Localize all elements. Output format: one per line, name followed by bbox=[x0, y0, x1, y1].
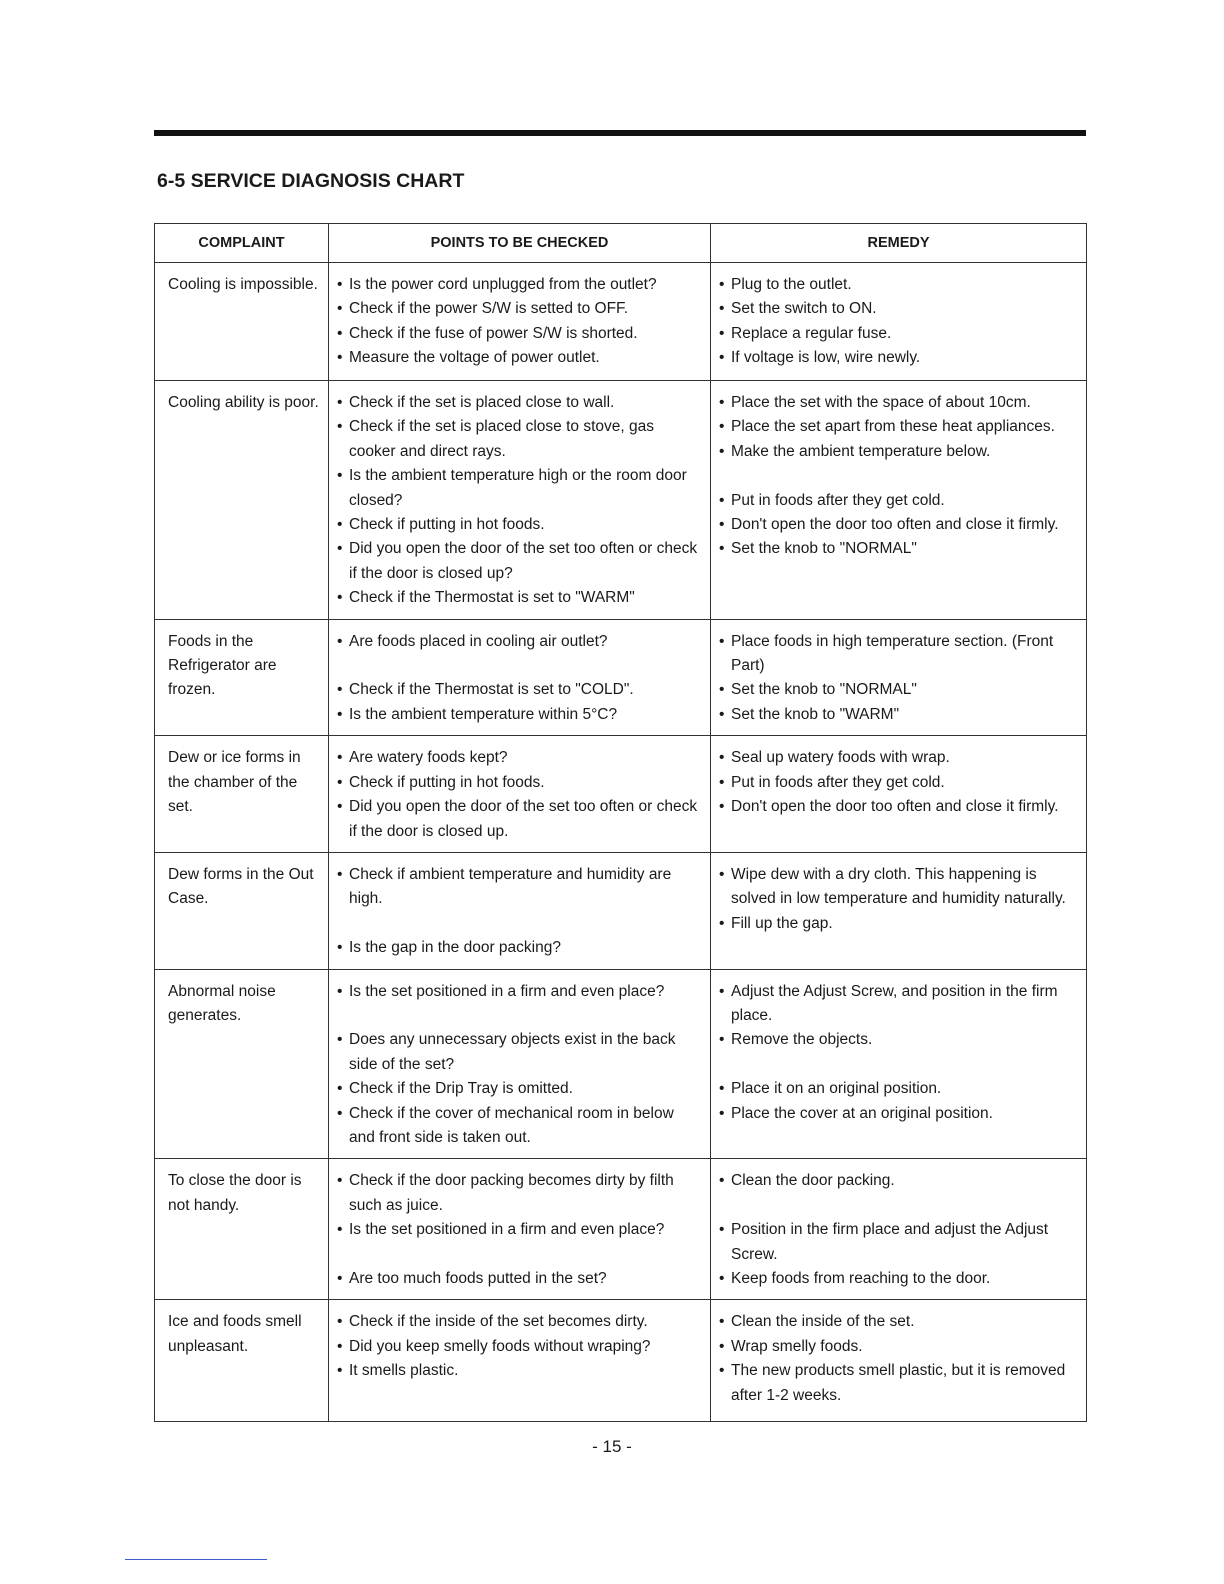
remedy-item bbox=[719, 1102, 1078, 1126]
check-cell bbox=[329, 1300, 711, 1422]
remedy-item-text: Don't open the door too often and close it firmly. bbox=[731, 798, 1059, 816]
bullet-icon: • bbox=[719, 1080, 725, 1098]
bullet-icon: • bbox=[719, 798, 725, 816]
check-item-text: Check if the power S/W is setted to OFF. bbox=[349, 300, 629, 318]
bullet-icon: • bbox=[719, 632, 725, 650]
check-cell bbox=[329, 969, 711, 1159]
check-item-text: Did you open the door of the set too often or check if the door is closed up. bbox=[349, 798, 698, 840]
remedy-item bbox=[719, 537, 1078, 561]
check-cell bbox=[329, 381, 711, 620]
remedy-item-text: Clean the door packing. bbox=[731, 1172, 895, 1190]
bullet-icon: • bbox=[719, 276, 725, 293]
remedy-item bbox=[719, 746, 1078, 770]
bullet-icon: • bbox=[719, 540, 725, 558]
remedy-item bbox=[719, 415, 1078, 439]
check-item-text: Are watery foods kept? bbox=[349, 749, 508, 767]
bullet-icon: • bbox=[337, 749, 343, 767]
complaint-cell bbox=[155, 1300, 329, 1422]
complaint-cell bbox=[155, 1159, 329, 1300]
remedy-item bbox=[719, 1359, 1078, 1408]
bullet-icon: • bbox=[719, 1221, 725, 1239]
bullet-icon: • bbox=[337, 982, 343, 1000]
bullet-icon: • bbox=[337, 865, 343, 883]
table-row bbox=[155, 619, 1087, 736]
header-complaint: COMPLAINT bbox=[155, 224, 329, 263]
check-item bbox=[337, 1310, 702, 1334]
remedy-item-text: Remove the objects. bbox=[731, 1031, 873, 1049]
bullet-icon: • bbox=[337, 798, 343, 816]
check-item bbox=[337, 513, 702, 537]
check-item-text: Is the ambient temperature within 5°C? bbox=[349, 705, 618, 723]
complaint-text: To close the door is not handy. bbox=[168, 1172, 302, 1214]
table-row bbox=[155, 263, 1087, 381]
section-title: 6-5 SERVICE DIAGNOSIS CHART bbox=[157, 170, 465, 192]
bullet-icon: • bbox=[337, 1221, 343, 1239]
remedy-item bbox=[719, 489, 1078, 513]
remedy-item-text: Set the switch to ON. bbox=[731, 300, 877, 318]
blank-line bbox=[337, 654, 702, 678]
blank-line bbox=[719, 1194, 1078, 1218]
remedy-item-text: Keep foods from reaching to the door. bbox=[731, 1269, 991, 1287]
remedy-cell bbox=[711, 852, 1087, 969]
bullet-icon: • bbox=[337, 1031, 343, 1049]
check-cell bbox=[329, 1159, 711, 1300]
remedy-item bbox=[719, 1169, 1078, 1193]
bullet-icon: • bbox=[337, 705, 343, 723]
check-item bbox=[337, 1359, 702, 1383]
check-item-text: Did you open the door of the set too often or check if the door is closed up? bbox=[349, 540, 698, 582]
bullet-icon: • bbox=[719, 491, 725, 509]
remedy-item bbox=[719, 912, 1078, 936]
blank-line bbox=[337, 912, 702, 936]
check-item bbox=[337, 678, 702, 702]
remedy-item-text: Place foods in high temperature section. (Front Part) bbox=[731, 632, 1054, 675]
check-item bbox=[337, 1077, 702, 1101]
remedy-cell bbox=[711, 736, 1087, 853]
remedy-item bbox=[719, 1267, 1078, 1291]
check-item bbox=[337, 771, 702, 795]
check-item-text: Is the ambient temperature high or the room door closed? bbox=[349, 467, 687, 509]
remedy-item bbox=[719, 1310, 1078, 1334]
check-item-text: Check if the Thermostat is set to "COLD". bbox=[349, 681, 634, 699]
check-item-text: Check if ambient temperature and humidity are high. bbox=[349, 865, 672, 908]
bullet-icon: • bbox=[337, 394, 343, 411]
check-item-text: Does any unnecessary objects exist in the back side of the set? bbox=[349, 1031, 676, 1073]
header-row bbox=[155, 224, 1087, 263]
bullet-icon: • bbox=[719, 394, 725, 411]
remedy-item-text: Plug to the outlet. bbox=[731, 276, 852, 293]
remedy-item bbox=[719, 1218, 1078, 1267]
check-item-text: Check if the door packing becomes dirty by filth such as juice. bbox=[349, 1172, 674, 1214]
check-item bbox=[337, 464, 702, 513]
check-item bbox=[337, 1218, 702, 1242]
complaint-text: Ice and foods smell unpleasant. bbox=[168, 1313, 302, 1355]
bullet-icon: • bbox=[719, 681, 725, 699]
remedy-item-text: Adjust the Adjust Screw, and position in the firm place. bbox=[731, 982, 1058, 1024]
check-item-text: Is the gap in the door packing? bbox=[349, 939, 561, 957]
bullet-icon: • bbox=[719, 516, 725, 534]
bullet-icon: • bbox=[719, 1313, 725, 1331]
complaint-cell bbox=[155, 969, 329, 1159]
bullet-icon: • bbox=[337, 1172, 343, 1190]
check-cell bbox=[329, 736, 711, 853]
bullet-icon: • bbox=[337, 773, 343, 791]
bullet-icon: • bbox=[719, 442, 725, 460]
remedy-item-text: Position in the firm place and adjust the Adjust Screw. bbox=[731, 1221, 1049, 1263]
check-item-text: Check if the cover of mechanical room in below and front side is taken out. bbox=[349, 1104, 674, 1146]
remedy-item bbox=[719, 703, 1078, 727]
check-item bbox=[337, 936, 702, 960]
bullet-icon: • bbox=[719, 1269, 725, 1287]
bullet-icon: • bbox=[719, 773, 725, 791]
check-item-text: Is the set positioned in a firm and even place? bbox=[349, 1221, 665, 1239]
remedy-item bbox=[719, 980, 1078, 1029]
remedy-item bbox=[719, 1028, 1078, 1052]
check-item bbox=[337, 795, 702, 844]
check-item-text: Are too much foods putted in the set? bbox=[349, 1269, 607, 1287]
complaint-cell bbox=[155, 381, 329, 620]
bullet-icon: • bbox=[337, 1313, 343, 1331]
check-item bbox=[337, 391, 702, 415]
complaint-text: Foods in the Refrigerator are frozen. bbox=[168, 632, 277, 699]
remedy-cell bbox=[711, 263, 1087, 381]
check-item bbox=[337, 586, 702, 610]
check-item bbox=[337, 346, 702, 370]
check-item bbox=[337, 1102, 702, 1151]
blank-line bbox=[337, 1243, 702, 1267]
bullet-icon: • bbox=[337, 681, 343, 699]
table-row bbox=[155, 736, 1087, 853]
check-item-text: Is the power cord unplugged from the outlet? bbox=[349, 276, 657, 293]
check-item-text: Check if the Drip Tray is omitted. bbox=[349, 1080, 573, 1098]
complaint-text: Dew or ice forms in the chamber of the set. bbox=[168, 749, 301, 816]
table-row bbox=[155, 1159, 1087, 1300]
remedy-item bbox=[719, 630, 1078, 679]
check-item-text: Check if putting in hot foods. bbox=[349, 773, 545, 791]
bullet-icon: • bbox=[719, 1104, 725, 1122]
complaint-cell bbox=[155, 619, 329, 736]
bullet-icon: • bbox=[337, 1080, 343, 1098]
service-diagnosis-table bbox=[154, 223, 1087, 1422]
bullet-icon: • bbox=[719, 749, 725, 767]
remedy-item-text: Make the ambient temperature below. bbox=[731, 442, 991, 460]
check-item-text: Check if the fuse of power S/W is shorted. bbox=[349, 324, 638, 342]
page-number: - 15 - bbox=[592, 1437, 632, 1456]
check-item bbox=[337, 1335, 702, 1359]
check-item-text: Check if the inside of the set becomes dirty. bbox=[349, 1313, 648, 1331]
bullet-icon: • bbox=[337, 939, 343, 957]
bullet-icon: • bbox=[337, 349, 343, 367]
top-rule bbox=[154, 130, 1086, 136]
blank-line bbox=[719, 464, 1078, 488]
check-item-text: Check if the set is placed close to wall. bbox=[349, 394, 615, 411]
check-item bbox=[337, 1267, 702, 1291]
remedy-cell bbox=[711, 1300, 1087, 1422]
remedy-cell bbox=[711, 969, 1087, 1159]
check-cell bbox=[329, 263, 711, 381]
remedy-item bbox=[719, 346, 1078, 370]
remedy-item-text: Set the knob to "NORMAL" bbox=[731, 540, 917, 558]
check-item-text: Is the set positioned in a firm and even place? bbox=[349, 982, 665, 1000]
bullet-icon: • bbox=[719, 705, 725, 723]
remedy-item-text: Place the set apart from these heat appliances. bbox=[731, 418, 1055, 436]
bullet-icon: • bbox=[719, 914, 725, 932]
remedy-cell bbox=[711, 619, 1087, 736]
remedy-item-text: Wrap smelly foods. bbox=[731, 1337, 863, 1355]
bullet-icon: • bbox=[337, 300, 343, 318]
complaint-text: Dew forms in the Out Case. bbox=[168, 865, 314, 908]
remedy-item bbox=[719, 1077, 1078, 1101]
complaint-cell bbox=[155, 736, 329, 853]
remedy-item-text: Clean the inside of the set. bbox=[731, 1313, 915, 1331]
table-row bbox=[155, 852, 1087, 969]
remedy-item bbox=[719, 440, 1078, 464]
remedy-item bbox=[719, 513, 1078, 537]
complaint-cell bbox=[155, 263, 329, 381]
remedy-item bbox=[719, 297, 1078, 321]
blank-line bbox=[719, 1053, 1078, 1077]
remedy-item-text: Don't open the door too often and close it firmly. bbox=[731, 516, 1059, 534]
check-item-text: Check if the set is placed close to stove, gas cooker and direct rays. bbox=[349, 418, 654, 460]
bullet-icon: • bbox=[719, 1031, 725, 1049]
check-cell bbox=[329, 852, 711, 969]
table-row bbox=[155, 381, 1087, 620]
bullet-icon: • bbox=[719, 865, 725, 883]
bullet-icon: • bbox=[337, 589, 343, 607]
remedy-item bbox=[719, 863, 1078, 912]
remedy-item-text: Put in foods after they get cold. bbox=[731, 773, 945, 791]
bullet-icon: • bbox=[719, 982, 725, 1000]
bullet-icon: • bbox=[337, 516, 343, 534]
check-item bbox=[337, 537, 702, 586]
check-item-text: It smells plastic. bbox=[349, 1362, 459, 1380]
bullet-icon: • bbox=[337, 1269, 343, 1287]
remedy-item bbox=[719, 391, 1078, 415]
check-item bbox=[337, 630, 702, 654]
check-item bbox=[337, 415, 702, 464]
remedy-item-text: Replace a regular fuse. bbox=[731, 324, 892, 342]
remedy-item-text: Put in foods after they get cold. bbox=[731, 491, 945, 509]
check-cell bbox=[329, 619, 711, 736]
check-item bbox=[337, 1169, 702, 1218]
remedy-item bbox=[719, 771, 1078, 795]
check-item bbox=[337, 273, 702, 297]
bullet-icon: • bbox=[719, 324, 725, 342]
bullet-icon: • bbox=[719, 1362, 725, 1380]
remedy-item bbox=[719, 1335, 1078, 1359]
check-item-text: Measure the voltage of power outlet. bbox=[349, 349, 600, 367]
header-points-to-be-checked: POINTS TO BE CHECKED bbox=[329, 224, 711, 263]
remedy-cell bbox=[711, 1159, 1087, 1300]
blank-line bbox=[337, 1004, 702, 1028]
remedy-item-text: Place the cover at an original position. bbox=[731, 1104, 993, 1122]
remedy-item-text: Place it on an original position. bbox=[731, 1080, 942, 1098]
remedy-item-text: Seal up watery foods with wrap. bbox=[731, 749, 950, 767]
check-item-text: Are foods placed in cooling air outlet? bbox=[349, 632, 608, 650]
bullet-icon: • bbox=[337, 276, 343, 293]
check-item bbox=[337, 1028, 702, 1077]
check-item bbox=[337, 322, 702, 346]
bullet-icon: • bbox=[719, 418, 725, 436]
table-row bbox=[155, 969, 1087, 1159]
remedy-item bbox=[719, 322, 1078, 346]
check-item-text: Check if putting in hot foods. bbox=[349, 516, 545, 534]
bullet-icon: • bbox=[719, 349, 725, 367]
remedy-item bbox=[719, 678, 1078, 702]
bullet-icon: • bbox=[337, 540, 343, 558]
bullet-icon: • bbox=[337, 467, 343, 485]
remedy-item-text: The new products smell plastic, but it is removed after 1-2 weeks. bbox=[731, 1362, 1066, 1404]
check-item bbox=[337, 863, 702, 912]
bullet-icon: • bbox=[719, 300, 725, 318]
complaint-text: Cooling ability is poor. bbox=[168, 394, 319, 411]
bullet-icon: • bbox=[719, 1337, 725, 1355]
remedy-item-text: Fill up the gap. bbox=[731, 914, 833, 932]
remedy-cell bbox=[711, 381, 1087, 620]
bottom-link-underline bbox=[125, 1559, 267, 1560]
bullet-icon: • bbox=[719, 1172, 725, 1190]
check-item bbox=[337, 703, 702, 727]
bullet-icon: • bbox=[337, 1104, 343, 1122]
bullet-icon: • bbox=[337, 418, 343, 436]
header-remedy: REMEDY bbox=[711, 224, 1087, 263]
bullet-icon: • bbox=[337, 1362, 343, 1380]
remedy-item bbox=[719, 273, 1078, 297]
bullet-icon: • bbox=[337, 324, 343, 342]
complaint-text: Abnormal noise generates. bbox=[168, 982, 276, 1024]
check-item bbox=[337, 746, 702, 770]
remedy-item-text: Place the set with the space of about 10cm. bbox=[731, 394, 1031, 411]
table-row bbox=[155, 1300, 1087, 1422]
table-body bbox=[155, 263, 1087, 1422]
check-item bbox=[337, 297, 702, 321]
complaint-text: Cooling is impossible. bbox=[168, 276, 318, 293]
bullet-icon: • bbox=[337, 1337, 343, 1355]
bullet-icon: • bbox=[337, 632, 343, 650]
check-item-text: Did you keep smelly foods without wraping? bbox=[349, 1337, 651, 1355]
check-item bbox=[337, 980, 702, 1004]
remedy-item-text: Set the knob to "NORMAL" bbox=[731, 681, 917, 699]
remedy-item bbox=[719, 795, 1078, 819]
check-item-text: Check if the Thermostat is set to "WARM" bbox=[349, 589, 635, 607]
remedy-item-text: Set the knob to "WARM" bbox=[731, 705, 900, 723]
remedy-item-text: Wipe dew with a dry cloth. This happening is solved in low temperature and humidity naturally. bbox=[731, 865, 1066, 908]
complaint-cell bbox=[155, 852, 329, 969]
remedy-item-text: If voltage is low, wire newly. bbox=[731, 349, 921, 367]
